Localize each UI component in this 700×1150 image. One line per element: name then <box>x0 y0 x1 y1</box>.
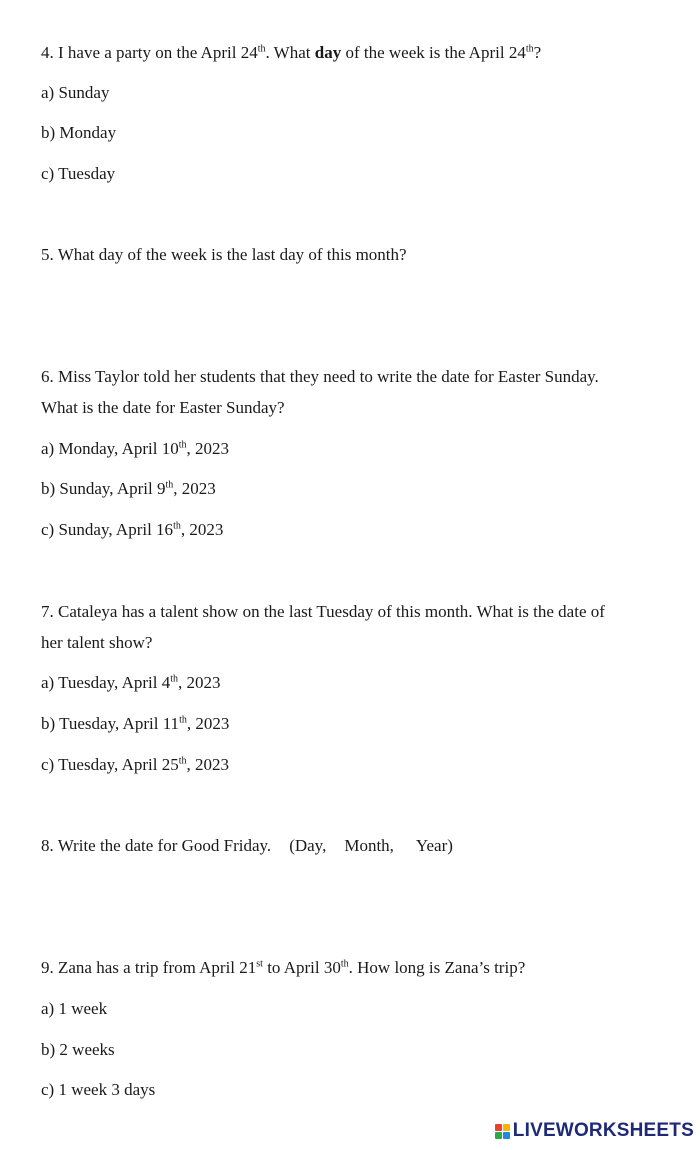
question-7-line-1: 7. Cataleya has a talent show on the last Tuesday of this month. What is the date of <box>41 602 605 621</box>
q6-option-b[interactable]: b) Sunday, April 9th, 2023 <box>41 479 216 498</box>
q9-option-a[interactable]: a) 1 week <box>41 999 108 1018</box>
question-9: 9. Zana has a trip from April 21st to April 30th. How long is Zana’s trip? <box>41 958 526 977</box>
liveworksheets-logo-text: LIVEWORKSHEETS <box>512 1120 694 1141</box>
q7-option-a[interactable]: a) Tuesday, April 4th, 2023 <box>41 673 221 692</box>
question-6-line-1: 6. Miss Taylor told her students that they need to write the date for Easter Sunday. <box>41 367 599 386</box>
question-5: 5. What day of the week is the last day of this month? <box>41 245 407 264</box>
logo-square-blue <box>503 1132 510 1139</box>
q9-option-b[interactable]: b) 2 weeks <box>41 1040 115 1059</box>
q4-option-b[interactable]: b) Monday <box>41 123 117 142</box>
q6-option-c[interactable]: c) Sunday, April 16th, 2023 <box>41 520 224 539</box>
question-8: 8. Write the date for Good Friday. (Day, Month, Year) <box>41 836 453 855</box>
logo-square-red <box>495 1124 502 1131</box>
liveworksheets-logo <box>495 1120 694 1142</box>
q7-option-c[interactable]: c) Tuesday, April 25th, 2023 <box>41 755 230 774</box>
question-6-line-2: What is the date for Easter Sunday? <box>41 398 285 417</box>
q4-option-a[interactable]: a) Sunday <box>41 83 110 102</box>
q8-month-label: Month, <box>344 836 394 855</box>
liveworksheets-logo-icon <box>495 1124 510 1139</box>
logo-square-green <box>495 1132 502 1139</box>
question-4: 4. I have a party on the April 24th. What day of the week is the April 24th? <box>41 43 542 62</box>
q4-option-c[interactable]: c) Tuesday <box>41 164 116 183</box>
logo-square-yellow <box>503 1124 510 1131</box>
q7-option-b[interactable]: b) Tuesday, April 11th, 2023 <box>41 714 230 733</box>
q6-option-a[interactable]: a) Monday, April 10th, 2023 <box>41 439 229 458</box>
q8-day-label: (Day, <box>289 836 327 855</box>
q8-year-label: Year) <box>415 836 453 855</box>
q9-option-c[interactable]: c) 1 week 3 days <box>41 1080 156 1099</box>
question-7-line-2: her talent show? <box>41 633 153 652</box>
